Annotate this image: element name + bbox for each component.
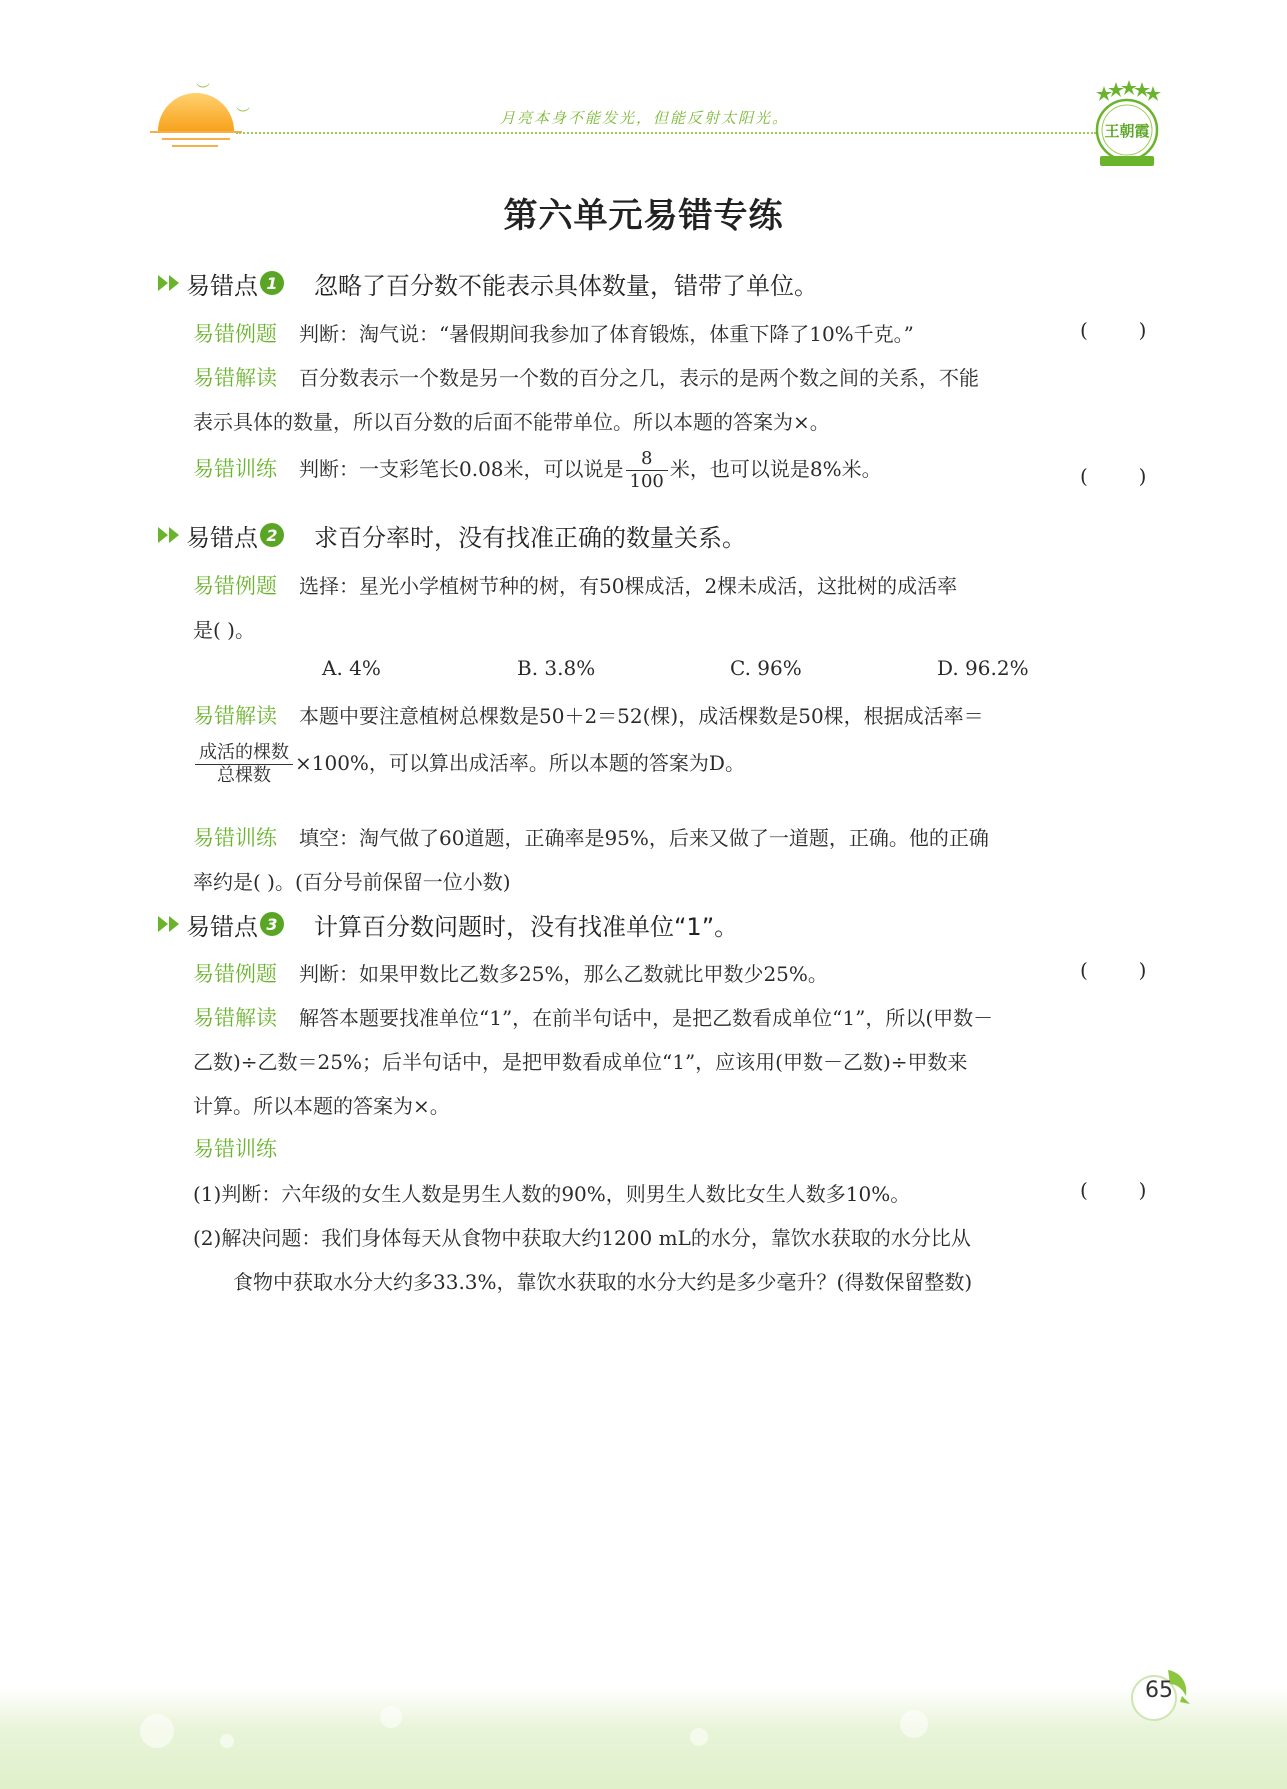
analysis-text: 百分数表示一个数是另一个数的百分之几，表示的是两个数之间的关系，不能 bbox=[299, 366, 979, 390]
training-item-2 bbox=[193, 1222, 971, 1251]
training-tag: 易错训练 bbox=[193, 457, 277, 481]
analysis-tag: 易错解读 bbox=[193, 366, 277, 390]
point-number-badge: 1 bbox=[260, 271, 284, 295]
example-row-3 bbox=[193, 958, 828, 988]
training-row-1 bbox=[193, 448, 882, 493]
fraction-denominator: 总棵数 bbox=[217, 765, 271, 786]
training-item-1 bbox=[193, 1178, 910, 1207]
answer-blank[interactable]: ( ) bbox=[1080, 1178, 1147, 1202]
point-title: 计算百分数问题时，没有找准单位“1”。 bbox=[314, 912, 739, 941]
point-number-badge: 2 bbox=[260, 523, 284, 547]
analysis-row-2-cont bbox=[193, 742, 745, 787]
double-arrow-icon bbox=[158, 275, 180, 291]
example-tag: 易错例题 bbox=[193, 322, 277, 346]
example-row-1 bbox=[193, 318, 914, 348]
point-number-badge: 3 bbox=[260, 912, 284, 936]
analysis-text: 解答本题要找准单位“1”，在前半句话中，是把乙数看成单位“1”，所以(甲数－ bbox=[299, 1006, 994, 1030]
training-row-3 bbox=[193, 1133, 299, 1163]
answer-blank[interactable]: ( ) bbox=[1080, 464, 1147, 488]
training-text: 判断：一支彩笔长0.08米，可以说是 bbox=[299, 457, 624, 481]
answer-blank[interactable]: ( ) bbox=[1080, 318, 1147, 342]
example-text: 是( )。 bbox=[193, 618, 255, 642]
fraction bbox=[195, 742, 293, 787]
fraction-numerator: 8 bbox=[626, 448, 668, 471]
footer-band bbox=[0, 1688, 1287, 1789]
training-tag: 易错训练 bbox=[193, 826, 277, 850]
point-label: 易错点 bbox=[186, 912, 258, 941]
error-point-2-heading bbox=[158, 518, 746, 552]
double-arrow-icon bbox=[158, 527, 180, 543]
option-a[interactable]: A. 4% bbox=[322, 656, 381, 680]
example-tag: 易错例题 bbox=[193, 962, 277, 986]
example-text: 判断：如果甲数比乙数多25%，那么乙数就比甲数少25%。 bbox=[299, 962, 828, 986]
page-title: 第六单元易错专练 bbox=[503, 196, 784, 236]
point-label: 易错点 bbox=[186, 523, 258, 552]
point-title: 求百分率时，没有找准正确的数量关系。 bbox=[314, 523, 746, 552]
analysis-text: ×100%，可以算出成活率。所以本题的答案为D。 bbox=[295, 751, 745, 775]
option-c[interactable]: C. 96% bbox=[730, 656, 802, 680]
analysis-text: 计算。所以本题的答案为×。 bbox=[193, 1094, 450, 1118]
training-text: 填空：淘气做了60道题，正确率是95%，后来又做了一道题，正确。他的正确 bbox=[299, 826, 989, 850]
error-point-3-heading bbox=[158, 907, 738, 941]
analysis-row-3-cont bbox=[193, 1046, 968, 1075]
training-text: 食物中获取水分大约多33.3%，靠饮水获取的水分大约是多少毫升？(得数保留整数) bbox=[233, 1270, 973, 1294]
training-item-2-cont bbox=[233, 1266, 972, 1295]
analysis-text: 本题中要注意植树总棵数是50＋2＝52(棵)，成活棵数是50棵，根据成活率＝ bbox=[299, 704, 984, 728]
analysis-row-1-cont bbox=[193, 406, 830, 435]
training-row-2-cont bbox=[193, 866, 511, 895]
analysis-tag: 易错解读 bbox=[193, 1006, 277, 1030]
publisher-badge bbox=[1088, 80, 1166, 170]
fraction-numerator: 成活的棵数 bbox=[195, 742, 293, 765]
training-row-2 bbox=[193, 822, 989, 852]
analysis-row-1 bbox=[193, 362, 979, 392]
example-row-2-cont bbox=[193, 614, 255, 643]
analysis-tag: 易错解读 bbox=[193, 704, 277, 728]
example-row-2 bbox=[193, 570, 957, 600]
training-text: 率约是( )。(百分号前保留一位小数) bbox=[193, 870, 511, 894]
option-b[interactable]: B. 3.8% bbox=[517, 656, 596, 680]
analysis-text: 乙数)÷乙数＝25%；后半句话中，是把甲数看成单位“1”，应该用(甲数－乙数)÷甲数来 bbox=[193, 1050, 968, 1074]
training-text: 米，也可以说是8%米。 bbox=[669, 457, 882, 481]
analysis-text: 表示具体的数量，所以百分数的后面不能带单位。所以本题的答案为×。 bbox=[193, 410, 830, 434]
option-d[interactable]: D. 96.2% bbox=[937, 656, 1029, 680]
header-rule bbox=[236, 132, 1096, 134]
header-motto: 月亮本身不能发光，但能反射太阳光。 bbox=[500, 109, 790, 127]
point-title: 忽略了百分数不能表示具体数量，错带了单位。 bbox=[314, 271, 818, 300]
training-tag: 易错训练 bbox=[193, 1137, 277, 1161]
analysis-row-2 bbox=[193, 700, 984, 730]
answer-blank[interactable]: ( ) bbox=[1080, 958, 1147, 982]
analysis-row-3 bbox=[193, 1002, 993, 1032]
analysis-row-3-cont2 bbox=[193, 1090, 450, 1119]
example-text: 选择：星光小学植树节种的树，有50棵成活，2棵未成活，这批树的成活率 bbox=[299, 574, 958, 598]
training-text: (1)判断：六年级的女生人数是男生人数的90%，则男生人数比女生人数多10%。 bbox=[193, 1182, 911, 1206]
example-text: 判断：淘气说：“暑假期间我参加了体育锻炼，体重下降了10%千克。” bbox=[299, 322, 914, 346]
page-number: 65 bbox=[1145, 1678, 1173, 1703]
double-arrow-icon bbox=[158, 916, 180, 932]
fraction-denominator: 100 bbox=[629, 471, 664, 492]
example-tag: 易错例题 bbox=[193, 574, 277, 598]
svg-text:王朝霞: 王朝霞 bbox=[1104, 122, 1150, 140]
training-text: (2)解决问题：我们身体每天从食物中获取大约1200 mL的水分，靠饮水获取的水分比从 bbox=[193, 1226, 971, 1250]
page-number-badge bbox=[1124, 1660, 1194, 1730]
fraction bbox=[626, 448, 668, 493]
error-point-1-heading bbox=[158, 266, 818, 300]
point-label: 易错点 bbox=[186, 271, 258, 300]
